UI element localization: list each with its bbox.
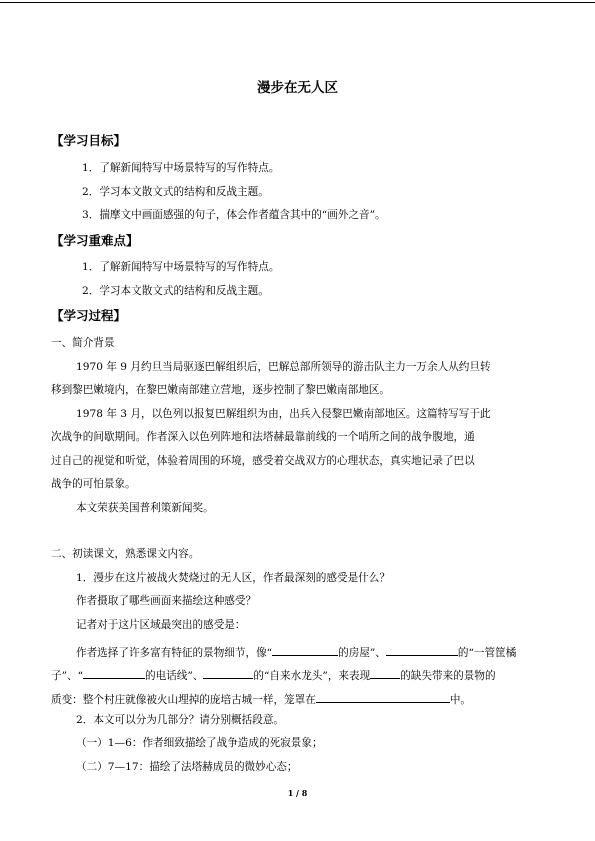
fill-line-3 <box>51 691 471 706</box>
answer-blank[interactable] <box>203 667 253 679</box>
document-title: 漫步在无人区 <box>257 80 338 96</box>
fill-text: 的房屋”、 <box>338 647 386 659</box>
fill-text: 中。 <box>449 694 472 706</box>
background-line-7: 本文荣获美国普利策新闻奖。 <box>76 502 214 514</box>
background-line-3: 1978 年 3 月，以色列以报复巴解组织为由，出兵入侵黎巴嫩南部地区。这篇特写写于此 <box>76 408 491 420</box>
background-line-5: 过自己的视觉和听觉，体验着周围的环境，感受着交战双方的心理状态，真实地记录了巴以 <box>51 455 475 467</box>
answer-blank[interactable] <box>83 667 145 679</box>
fill-line-1 <box>76 644 516 659</box>
fill-text: 的“自来水龙头”，来表现 <box>253 670 371 682</box>
section-heading-goals: 【学习目标】 <box>51 133 127 148</box>
paragraph-summary-1: （一）1—6：作者细致描绘了战争造成的死寂景象； <box>76 737 323 749</box>
fill-text: 作者选择了许多富有特征的景物细节，像“ <box>76 647 273 659</box>
key-point-item-1: 1．了解新闻特写中场景特写的写作特点。 <box>82 261 280 273</box>
answer-blank[interactable] <box>386 644 458 656</box>
background-line-4: 次战争的间歇期间。作者深入以色列阵地和法塔赫最靠前线的一个哨所之间的战争腹地，通 <box>51 431 475 443</box>
part2-heading: 二、初读课文，熟悉课文内容。 <box>51 548 200 560</box>
background-line-6: 战争的可怕景象。 <box>51 478 136 490</box>
question-2: 2．本文可以分为几部分？请分别概括段意。 <box>76 714 285 726</box>
fill-text: 质变：整个村庄就像被火山埋掉的庞培古城一样，笼罩在 <box>51 694 316 706</box>
question-1-prompt: 记者对于这片区域最突出的感受是： <box>76 619 246 631</box>
key-point-item-2: 2．学习本文散文式的结构和反战主题。 <box>82 285 269 297</box>
fill-text: 的缺失带来的景物的 <box>400 670 496 682</box>
fill-text: 子”、“ <box>51 670 84 682</box>
page-number: 1 / 8 <box>287 788 308 798</box>
section-heading-process: 【学习过程】 <box>51 308 127 323</box>
question-1: 1．漫步在这片被战火焚烧过的无人区，作者最深刻的感受是什么？ <box>76 572 390 584</box>
background-line-1: 1970 年 9 月约旦当局驱逐巴解组织后，巴解总部所领导的游击队主力一万余人从约旦转 <box>76 361 491 373</box>
part1-heading: 一、简介背景 <box>51 337 115 349</box>
answer-blank[interactable] <box>272 644 338 656</box>
header-rule <box>0 2 595 3</box>
goal-item-3: 3．揣摩文中画面感强的句子，体会作者蕴含其中的“画外之音”。 <box>82 209 386 221</box>
goal-item-2: 2．学习本文散文式的结构和反战主题。 <box>82 186 269 198</box>
answer-blank[interactable] <box>316 691 450 703</box>
section-heading-key-points: 【学习重难点】 <box>51 233 139 248</box>
fill-text: 的电话线”、 <box>145 670 204 682</box>
answer-blank[interactable] <box>370 667 400 679</box>
goal-item-1: 1．了解新闻特写中场景特写的写作特点。 <box>82 162 280 174</box>
fill-text: 的“一管筐橘 <box>457 647 517 659</box>
fill-line-2 <box>51 667 496 682</box>
background-line-2: 移到黎巴嫩境内，在黎巴嫩南部建立营地，逐步控制了黎巴嫩南部地区。 <box>51 384 390 396</box>
paragraph-summary-2: （二）7—17：描绘了法塔赫成员的微妙心态； <box>76 761 298 773</box>
question-1-followup: 作者摄取了哪些画面来描绘这种感受？ <box>76 595 257 607</box>
